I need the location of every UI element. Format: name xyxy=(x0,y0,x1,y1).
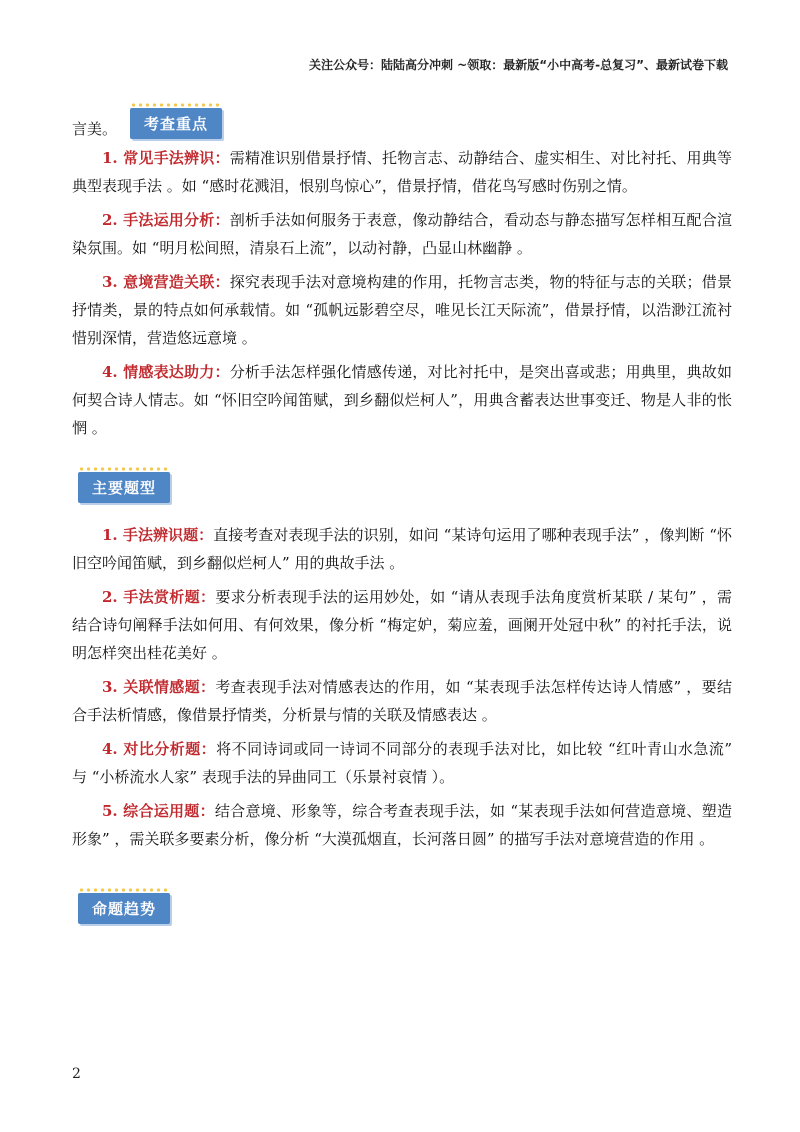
item-term: 2. 手法赏析题： xyxy=(102,588,216,606)
list-item xyxy=(72,521,732,577)
list-item xyxy=(72,583,732,667)
item-text: 分析手法怎样强化情感传递，对比衬托中，是突出喜或悲；用典里，典故如何契合诗人情志。如 “怀旧空吟闻笛赋，到乡翻似烂柯人”，用典含蓄表达世事变迁、物是人非的怅惘 。 xyxy=(72,363,732,437)
list-item xyxy=(72,358,732,442)
list-item xyxy=(72,673,732,729)
item-term: 1. 手法辨识题： xyxy=(102,526,214,544)
item-text: 剖析手法如何服务于表意，像动静结合，看动态与静态描写怎样相互配合渲染氛围。如 “明月松间照，清泉石上流”，以动衬静，凸显山林幽静 。 xyxy=(72,211,732,257)
page-content xyxy=(72,100,732,942)
item-term: 3. 关联情感题： xyxy=(102,678,216,696)
item-term: 5. 综合运用题： xyxy=(102,802,215,820)
list-item xyxy=(72,268,732,352)
section-head-trends xyxy=(78,893,732,924)
lead-row xyxy=(72,100,732,140)
item-term: 1. 常见手法辨识： xyxy=(102,149,230,167)
item-term: 3. 意境营造关联： xyxy=(102,273,230,291)
lead-text: 言美。 xyxy=(72,120,118,138)
item-text: 考查表现手法对情感表达的作用，如 “某表现手法怎样传达诗人情感” ，要结合手法析情感，像借景抒情类，分析景与情的关联及情感表达 。 xyxy=(72,678,732,724)
section-title-question-types: 主要题型 xyxy=(78,472,170,503)
item-text: 直接考查对表现手法的识别，如问 “某诗句运用了哪种表现手法” ，像判断 “怀旧空吟闻笛赋，到乡翻似烂柯人” 用的典故手法 。 xyxy=(72,526,732,572)
list-item xyxy=(72,144,732,200)
item-text: 需精准识别借景抒情、托物言志、动静结合、虚实相生、对比衬托、用典等典型表现手法 。如 “感时花溅泪，恨别鸟惊心”，借景抒情，借花鸟写感时伤别之情。 xyxy=(72,149,732,195)
section-title-exam-focus: 考查重点 xyxy=(130,108,222,139)
item-term: 4. 对比分析题： xyxy=(102,740,217,758)
item-text: 要求分析表现手法的运用妙处，如 “请从表现手法角度赏析某联 / 某句” ，需结合诗句阐释手法如何用、有何效果，像分析 “梅定妒，菊应羞，画阑开处冠中秋” 的衬托手法，说明怎样突出桂花美好 。 xyxy=(72,588,732,662)
header-note: 关注公众号：陆陆高分冲刺 ~领取：最新版“小中高考-总复习”、最新试卷下载 xyxy=(309,58,728,72)
section-title-trends: 命题趋势 xyxy=(78,893,170,924)
list-item xyxy=(72,206,732,262)
list-item xyxy=(72,735,732,791)
item-text: 探究表现手法对意境构建的作用，托物言志类，物的特征与志的关联；借景抒情类，景的特点如何承载情。如 “孤帆远影碧空尽，唯见长江天际流”，借景抒情，以浩渺江流衬惜别深情，营造悠远意境 。 xyxy=(72,273,732,347)
item-text: 将不同诗词或同一诗词不同部分的表现手法对比，如比较 “红叶青山水急流” 与 “小桥流水人家” 表现手法的异曲同工（乐景衬哀情 ）。 xyxy=(72,740,733,786)
item-term: 4. 情感表达助力： xyxy=(102,363,230,381)
item-term: 2. 手法运用分析： xyxy=(102,211,230,229)
section-head-question-types xyxy=(78,472,732,503)
page-number: 2 xyxy=(72,1066,81,1082)
list-item xyxy=(72,797,732,853)
item-text: 结合意境、形象等，综合考查表现手法，如 “某表现手法如何营造意境、塑造形象” ，需关联多要素分析，像分析 “大漠孤烟直，长河落日圆” 的描写手法对意境营造的作用 。 xyxy=(72,802,732,848)
